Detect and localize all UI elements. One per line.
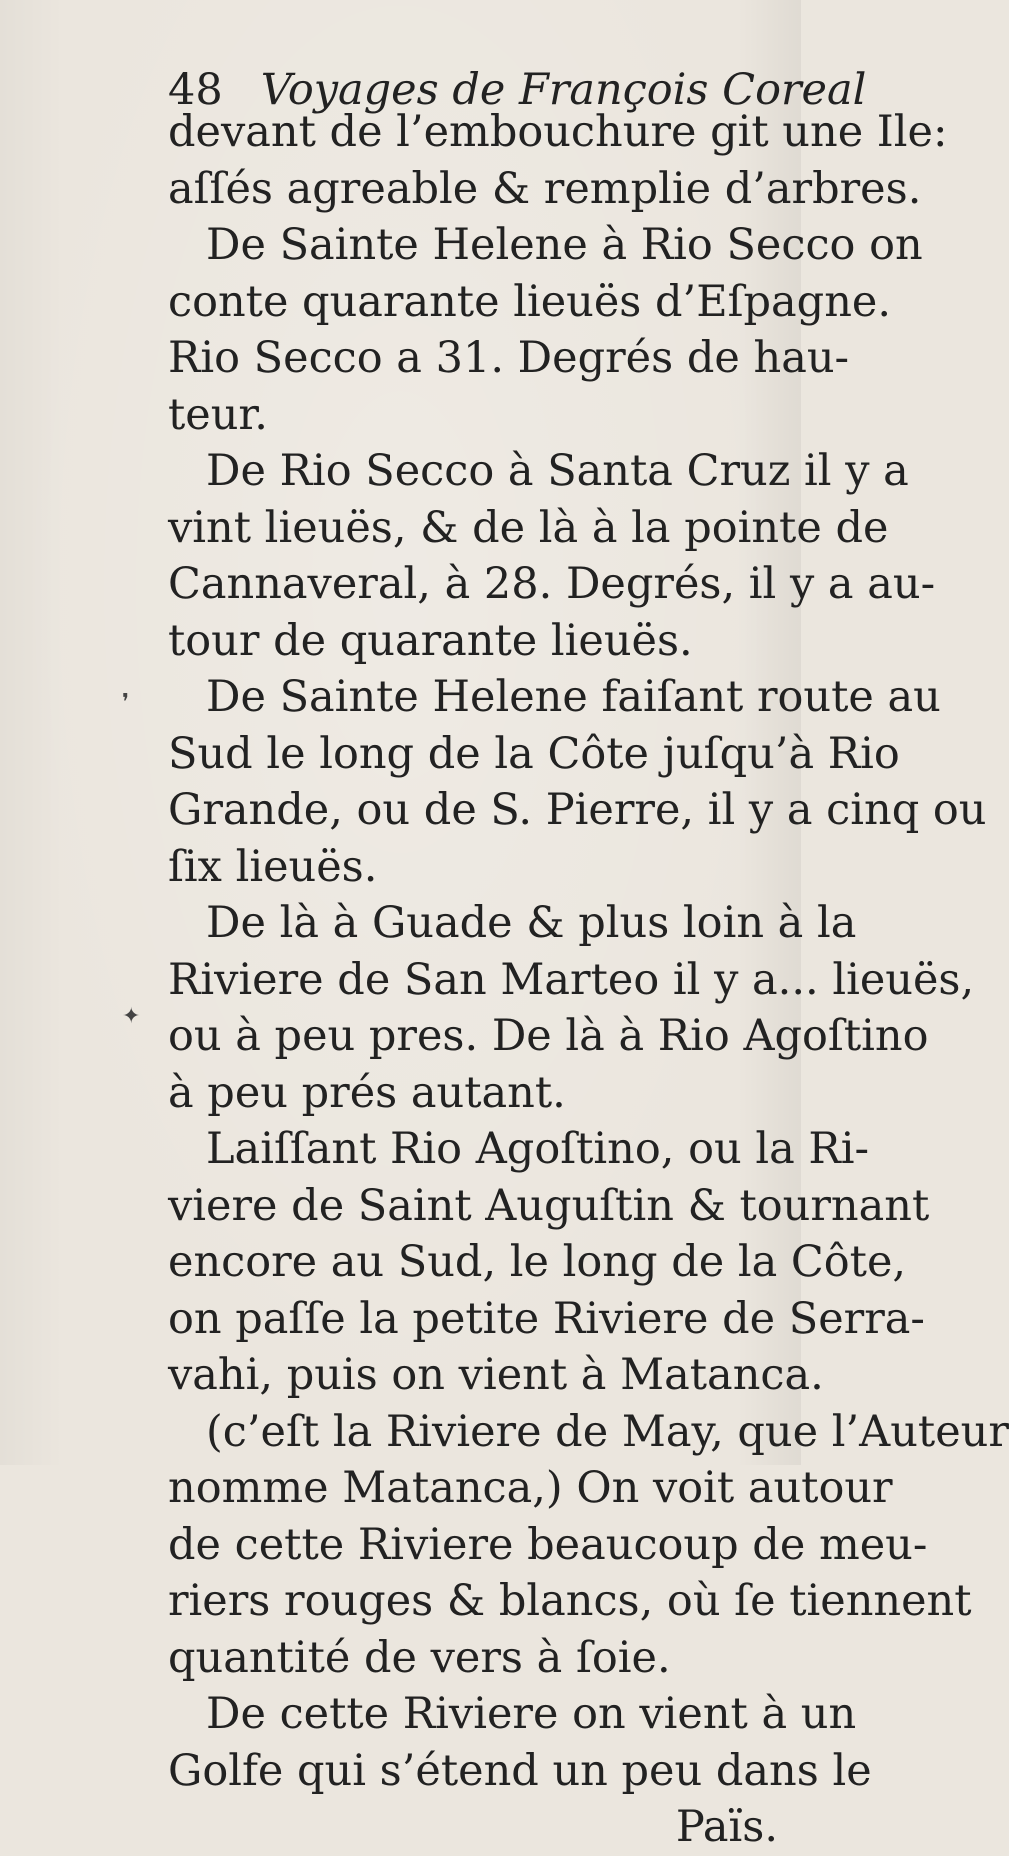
text-line: (c’eſt la Riviere de May, que l’Auteur (206, 1406, 1009, 1457)
text-line: ou à peu pres. De là à Rio Agoſtino (168, 1011, 929, 1061)
text-line: Païs. (675, 1802, 778, 1852)
text-line: quantité de vers à ſoie. (168, 1632, 671, 1683)
text-line: vint lieuës, & de là à la pointe de (168, 502, 889, 553)
text-line: Riviere de San Marteo il y a... lieuës, (168, 954, 975, 1005)
text-line: de cette Riviere beaucoup de meu- (168, 1519, 928, 1570)
text-line: De là à Guade & plus loin à la (206, 898, 857, 948)
text-line: encore au Sud, le long de la Côte, (168, 1237, 907, 1287)
text-line: vahi, puis on vient à Matanca. (168, 1350, 824, 1400)
text-line: Golfe qui s’étend un peu dans le (168, 1745, 872, 1796)
text-line: Laiſſant Rio Agoſtino, ou la Ri- (206, 1124, 870, 1174)
text-line: aſſés agreable & remplie d’arbres. (168, 163, 922, 214)
text-line: teur. (168, 389, 268, 440)
text-line: De cette Riviere on vient à un (206, 1689, 857, 1739)
page-body (168, 104, 1009, 1856)
text-line: devant de l’embouchure git une Ile: (168, 107, 948, 157)
running-title: Voyages de François Coreal (260, 65, 867, 115)
text-line: à peu prés autant. (168, 1067, 566, 1118)
text-line: ſix lieuës. (168, 841, 378, 892)
text-line: nomme Matanca,) On voit autour (168, 1463, 893, 1513)
text-line: riers rouges & blancs, où ſe tiennent (168, 1576, 972, 1626)
text-line: De Sainte Helene à Rio Secco on (206, 220, 923, 270)
text-line: on paſſe la petite Riviere de Serra- (168, 1293, 925, 1344)
text-line: Sud le long de la Côte juſqu’à Rio (168, 728, 900, 779)
text-line: De Rio Secco à Santa Cruz il y a (206, 446, 909, 496)
text-line: De Sainte Helene faiſant route au (206, 672, 941, 722)
text-line: tour de quarante lieuës. (168, 615, 693, 666)
text-line: viere de Saint Auguſtin & tournant (168, 1180, 930, 1231)
margin-mark-icon: ✦ (122, 1004, 141, 1029)
margin-mark-icon: ❜ (122, 690, 130, 715)
text-line: conte quarante lieuës d’Eſpagne. (168, 276, 892, 327)
text-line: Cannaveral, à 28. Degrés, il y a au- (168, 559, 936, 609)
text-line: Grande, ou de S. Pierre, il y a cinq ou (168, 785, 987, 835)
page-number: 48 (168, 65, 223, 115)
text-line: Rio Secco a 31. Degrés de hau- (168, 333, 850, 383)
